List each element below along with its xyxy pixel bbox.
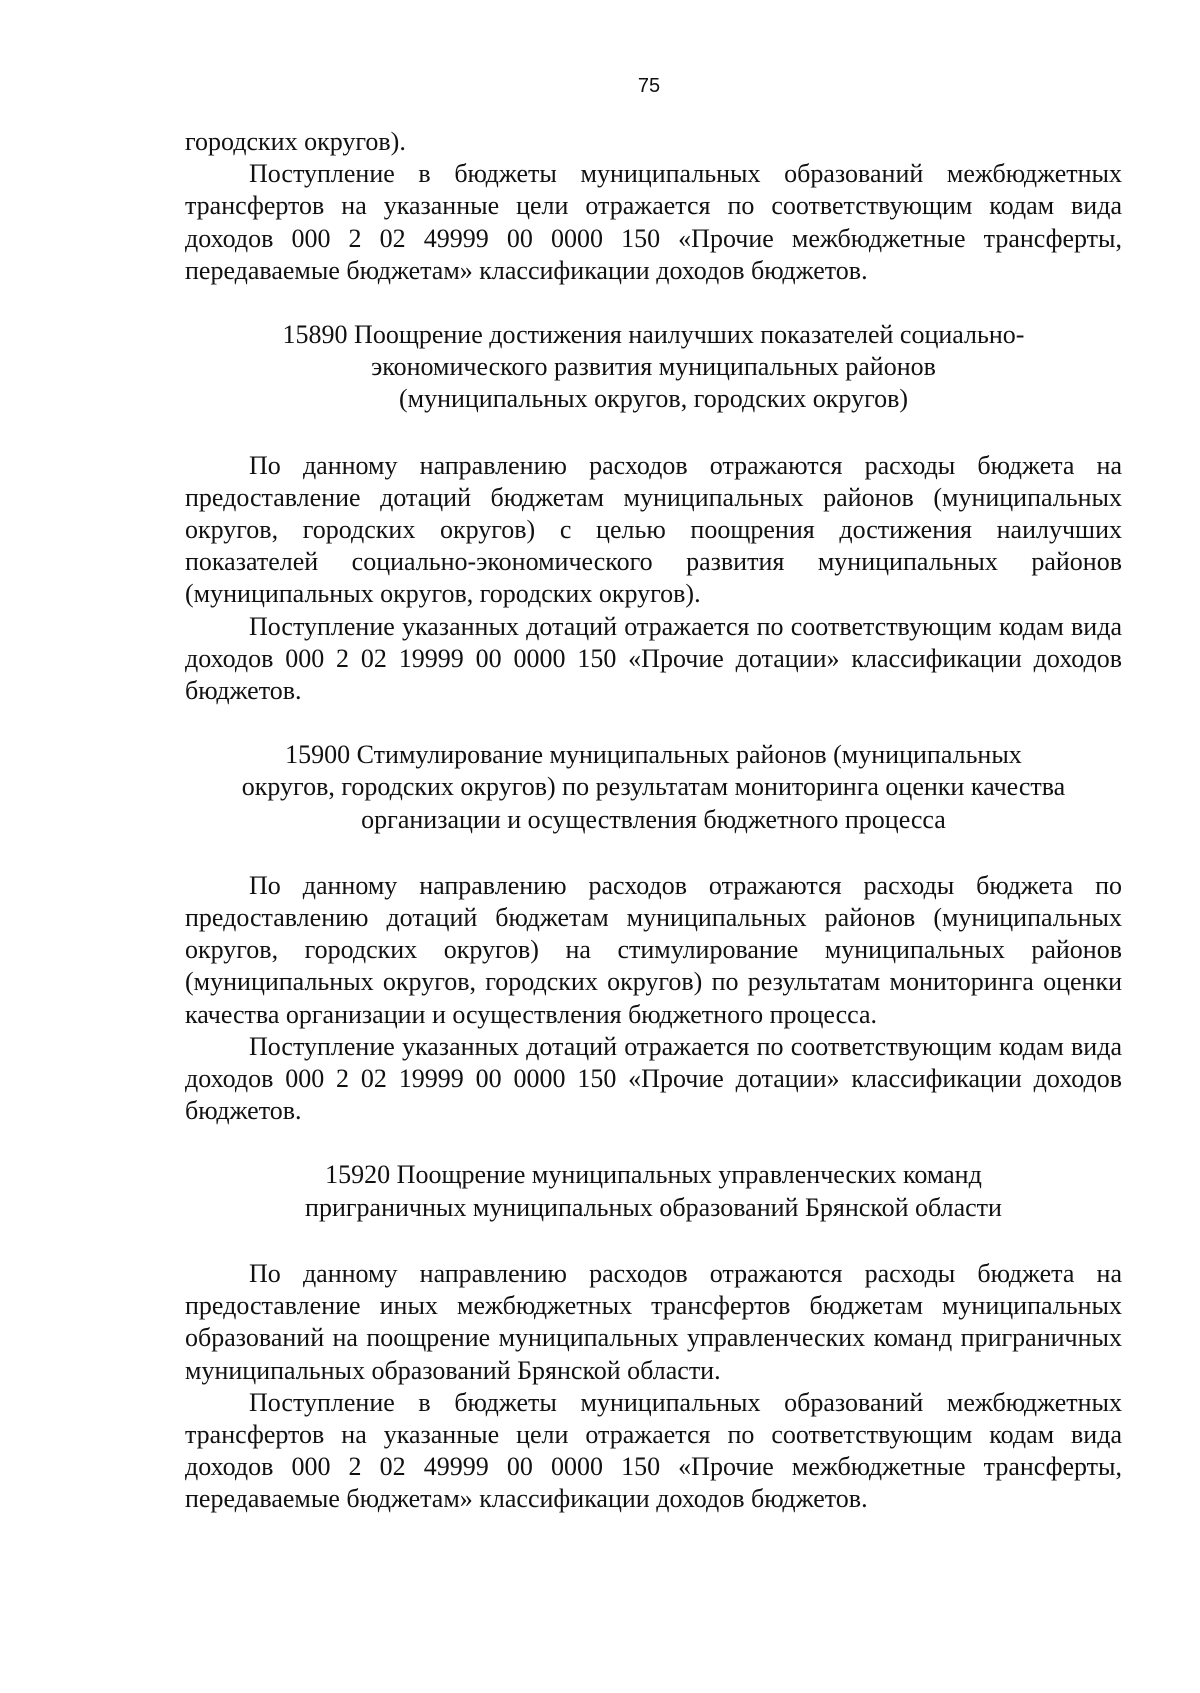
heading-line: 15890 Поощрение достижения наилучших показателей социально- [282,320,1025,350]
section-heading-15890 [185,319,1122,416]
paragraph: Поступление в бюджеты муниципальных образований межбюджетных трансфертов на указанные цели отражается по соответствующим кодам вида доходов 000 2 02 49999 00 0000 150 «Прочие межбюджетные трансферты, передаваемые бюджетам» классификации доходов бюджетов. [185,159,1122,285]
spacer [185,1127,1122,1159]
heading-line: организации и осуществления бюджетного процесса [361,804,946,834]
paragraph: По данному направлению расходов отражаются расходы бюджета на предоставление иных межбюджетных трансфертов бюджетам муниципальных образований на поощрение муниципальных управленческих команд приграничных муниципальных образований Брянской области. [185,1258,1122,1385]
heading-line: округов, городских округов) по результатам мониторинга оценки качества [241,772,1066,802]
page-number: 75 [637,75,661,97]
spacer [185,836,1122,870]
paragraph: городских округов). [185,127,406,156]
heading-line: 15900 Стимулирование муниципальных районов (муниципальных [285,740,1022,770]
section-heading-15900 [185,739,1122,836]
heading-line: экономического развития муниципальных районов [371,352,936,382]
heading-line: приграничных муниципальных образований Брянской области [305,1192,1002,1222]
spacer [185,416,1122,450]
spacer [185,287,1122,319]
paragraph: Поступление указанных дотаций отражается по соответствующим кодам вида доходов 000 2 02 19999 00 0000 150 «Прочие дотации» классификации доходов бюджетов. [185,611,1122,706]
paragraph: Поступление в бюджеты муниципальных образований межбюджетных трансфертов на указанные цели отражается по соответствующим кодам вида доходов 000 2 02 49999 00 0000 150 «Прочие межбюджетные трансферты, передаваемые бюджетам» классификации доходов бюджетов. [185,1387,1122,1514]
paragraph: По данному направлению расходов отражаются расходы бюджета на предоставление дотаций бюджетам муниципальных районов (муниципальных округов, городских округов) с целью поощрения достижения наилучших показателей социально-экономического развития муниципальных районов (муниципальных округов, городских округов). [185,450,1122,609]
heading-line: (муниципальных округов, городских округов) [398,384,909,414]
spacer [185,1224,1122,1258]
document-body [185,126,1122,1516]
section-heading-15920 [185,1159,1122,1223]
spacer [185,707,1122,739]
paragraph: По данному направлению расходов отражаются расходы бюджета по предоставлению дотаций бюджетам муниципальных районов (муниципальных округов, городских округов) на стимулирование муниципальных районов (муниципальных округов, городских округов) по результатам мониторинга оценки качества организации и осуществления бюджетного процесса. [185,870,1122,1029]
paragraph: Поступление указанных дотаций отражается по соответствующим кодам вида доходов 000 2 02 19999 00 0000 150 «Прочие дотации» классификации доходов бюджетов. [185,1031,1122,1126]
heading-line: 15920 Поощрение муниципальных управленческих команд [325,1160,982,1190]
